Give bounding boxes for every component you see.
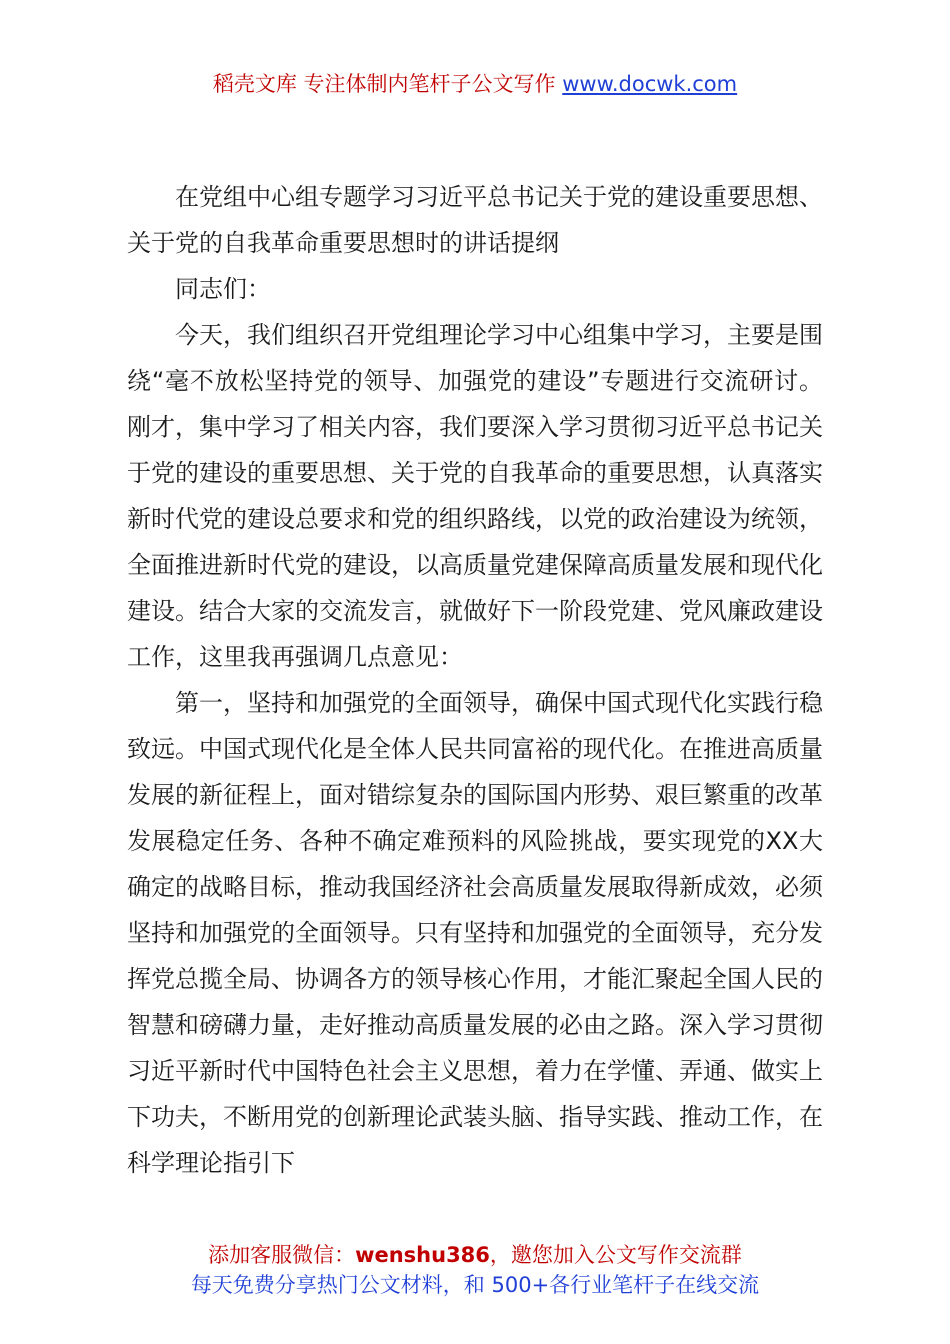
footer-wechat-id: wenshu386: [355, 1243, 490, 1267]
header-brand-text: 稻壳文库 专注体制内笔杆子公文写作: [212, 72, 556, 96]
document-body: [127, 174, 823, 1186]
header-website-link[interactable]: www.docwk.com: [562, 72, 738, 96]
document-title: 在党组中心组专题学习习近平总书记关于党的建设重要思想、关于党的自我革命重要思想时的讲话提纲: [127, 183, 823, 257]
document-paragraph-1: 今天，我们组织召开党组理论学习中心组集中学习，主要是围绕“毫不放松坚持党的领导、加强党的建设”专题进行交流研讨。刚才，集中学习了相关内容，我们要深入学习贯彻习近平总书记关于党的建设的重要思想、关于党的自我革命的重要思想，认真落实新时代党的建设总要求和党的组织路线，以党的政治建设为统领，全面推进新时代党的建设，以高质量党建保障高质量发展和现代化建设。结合大家的交流发言，就做好下一阶段党建、党风廉政建设工作，这里我再强调几点意见：: [127, 321, 823, 671]
footer-contact-prefix: 添加客服微信：: [208, 1243, 356, 1267]
footer-promo-line: 每天免费分享热门公文材料，和 500+各行业笔杆子在线交流: [190, 1273, 760, 1297]
document-salutation: 同志们：: [175, 275, 271, 303]
page-header: [0, 68, 950, 100]
page-footer: [0, 1240, 950, 1300]
footer-contact-suffix: ，邀您加入公文写作交流群: [489, 1243, 742, 1267]
document-paragraph-2: 第一，坚持和加强党的全面领导，确保中国式现代化实践行稳致远。中国式现代化是全体人民共同富裕的现代化。在推进高质量发展的新征程上，面对错综复杂的国际国内形势、艰巨繁重的改革发展稳定任务、各种不确定难预料的风险挑战，要实现党的XX大确定的战略目标，推动我国经济社会高质量发展取得新成效，必须坚持和加强党的全面领导。只有坚持和加强党的全面领导，充分发挥党总揽全局、协调各方的领导核心作用，才能汇聚起全国人民的智慧和磅礴力量，走好推动高质量发展的必由之路。深入学习贯彻习近平新时代中国特色社会主义思想，着力在学懂、弄通、做实上下功夫，不断用党的创新理论武装头脑、指导实践、推动工作，在科学理论指引下: [127, 689, 823, 1177]
footer-contact-line: [0, 1240, 950, 1270]
